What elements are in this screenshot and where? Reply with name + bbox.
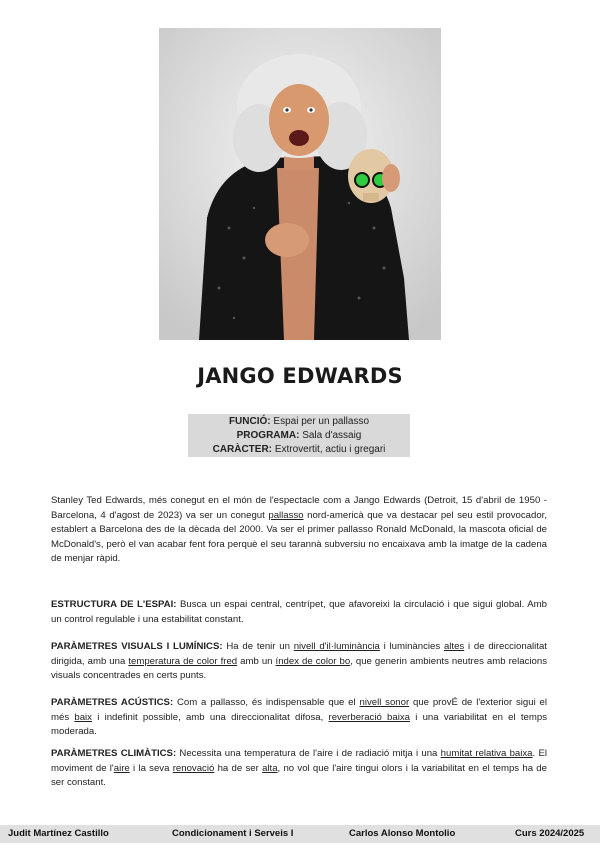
programa-value: Sala d'assaig — [302, 430, 362, 441]
climatics-link-1[interactable]: humitat relativa baixa — [440, 748, 533, 759]
page-footer — [0, 825, 600, 843]
intro-link-pallasso[interactable]: pallasso — [268, 509, 304, 521]
climatics-link-2[interactable]: aire — [113, 762, 130, 774]
climatics-text-5: , no vol que l'aire tingui olors i la variabilitat en el temps ha de ser constant. — [51, 762, 547, 789]
footer-course: Curs 2024/2025 — [515, 828, 585, 839]
programa-row — [188, 429, 410, 443]
acustics-link-1[interactable]: nivell sonor — [359, 697, 410, 708]
acustics-link-2[interactable]: baix — [74, 711, 92, 723]
acustics-link-3[interactable]: reverberació baixa — [328, 711, 410, 723]
visuals-text-5: , que generin ambients neutres amb relacions visuals concentrades en certs punts. — [51, 655, 547, 682]
visuals-label: PARÀMETRES VISUALS I LUMÍNICS: — [51, 641, 223, 652]
climatics-link-4[interactable]: alta — [262, 762, 278, 774]
visuals-text-1: Ha de tenir un — [222, 641, 294, 652]
visuals-link-3[interactable]: temperatura de color fred — [128, 655, 238, 667]
climatics-text-2: . El moviment de l' — [51, 748, 547, 774]
estructura-label: ESTRUCTURA DE L'ESPAI: — [51, 599, 177, 610]
acustics-text-2: que provÉ de l'exterior sigui el més — [51, 697, 547, 723]
visuals-text-2: i luminàncies — [379, 641, 444, 652]
acustics-text-1: Com a pallasso, és indispensable que el — [173, 697, 360, 708]
footer-author: Judit Martínez Castillo — [8, 828, 109, 839]
programa-label: PROGRAMA: — [236, 430, 300, 441]
visuals-paragraph — [51, 640, 547, 684]
visuals-text-4: amb un — [237, 655, 276, 667]
estructura-paragraph — [51, 598, 547, 627]
acustics-label: PARÀMETRES ACÚSTICS: — [51, 697, 174, 708]
caracter-row — [188, 443, 410, 457]
visuals-link-1[interactable]: nivell d'il·luminància — [293, 641, 380, 652]
portrait-photo — [159, 28, 441, 340]
acustics-text-4: i una variabilitat en el temps moderada. — [51, 711, 547, 738]
funcio-value: Espai per un pallasso — [273, 416, 370, 427]
footer-subject: Condicionament i Serveis I — [172, 828, 294, 839]
visuals-link-4[interactable]: índex de color bo — [275, 655, 351, 667]
acustics-paragraph — [51, 696, 547, 740]
intro-text-2: nord-americà que va destacar pel seu estil provocador, establert a Barcelona des de la dècada del 2000. Va ser el primer pallasso Ronald McDonald, la mascota oficial de McDonald's, però el van acabar fent fora perquè el seu tarannà subversiu no encaixava amb la imatge de la cadena de menjar ràpid. — [51, 509, 547, 565]
funcio-row — [188, 415, 410, 429]
acustics-text-3: i indefinit possible, amb una direccionalitat difosa, — [91, 711, 329, 723]
visuals-text-3: i de direccionalitat dirigida, amb una — [51, 641, 547, 667]
page-title: JANGO EDWARDS — [197, 364, 403, 388]
info-box — [188, 414, 410, 457]
climatics-link-3[interactable]: renovació — [172, 762, 215, 774]
climatics-text-3: i la seva — [129, 762, 173, 774]
climatics-label: PARÀMETRES CLIMÀTICS: — [51, 748, 177, 759]
visuals-link-2[interactable]: altes — [443, 641, 465, 652]
funcio-label: FUNCIÓ: — [228, 416, 271, 427]
caracter-value: Extrovertit, actiu i gregari — [274, 444, 386, 455]
footer-teacher: Carlos Alonso Montolio — [349, 828, 456, 839]
caracter-label: CARÀCTER: — [212, 444, 273, 455]
estructura-text: Busca un espai central, centrípet, que afavoreixi la circulació i que sigui global. Amb un control regulable i una estabilitat constant. — [51, 599, 547, 625]
climatics-text-4: ha de ser — [214, 762, 263, 774]
intro-paragraph — [51, 494, 547, 567]
climatics-text-1: Necessita una temperatura de l'aire i de radiació mitja i una — [176, 748, 441, 759]
portrait-illustration — [159, 28, 441, 340]
intro-text-1: Stanley Ted Edwards, més conegut en el món de l'espectacle com a Jango Edwards (Detroit, 15 d'abril de 1950 - Barcelona, 4 d'agost de 2023) va ser un conegut — [51, 495, 547, 521]
climatics-paragraph — [51, 747, 547, 791]
